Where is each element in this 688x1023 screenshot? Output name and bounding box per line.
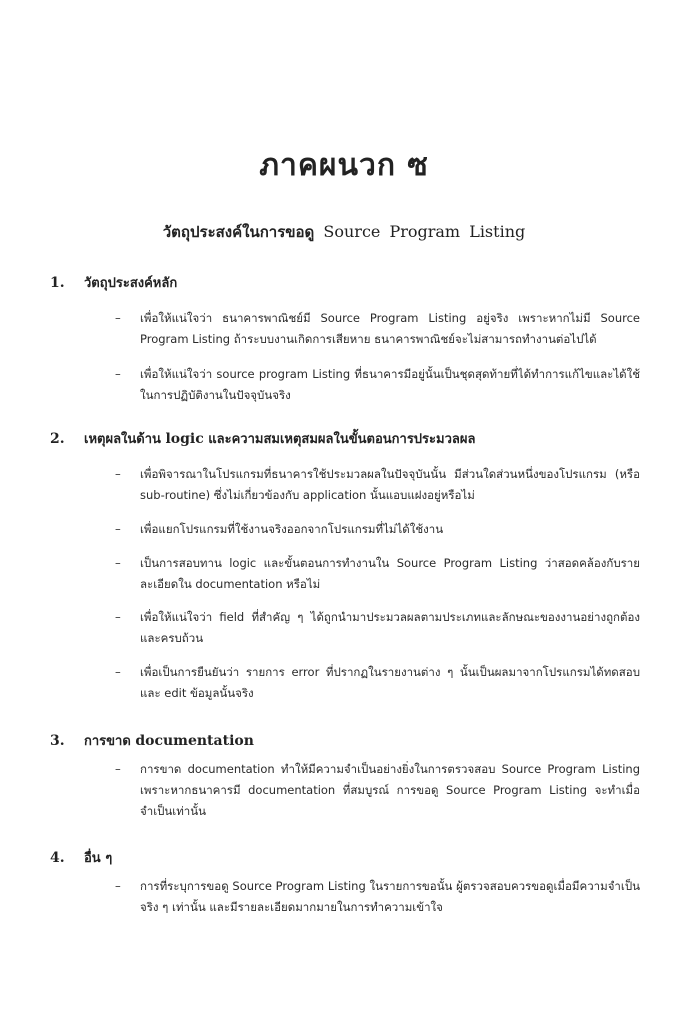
list-item-text: เพื่อให้แน่ใจว่า source program Listing ที่ธนาคารมีอยู่นั้นเป็นชุดสุดท้ายที่ได้ทำการแก้ไขและได้ใช้ในการปฏิบัติงานในปัจจุบันจริง bbox=[140, 367, 640, 402]
section-title bbox=[84, 432, 475, 447]
dash-marker: – bbox=[115, 556, 121, 570]
dash-marker: – bbox=[115, 522, 121, 536]
list-item bbox=[115, 876, 640, 918]
section-title: วัตถุประสงค์หลัก bbox=[84, 276, 178, 291]
section-title-latin: documentation bbox=[135, 733, 254, 749]
section-number: 1. bbox=[50, 275, 65, 291]
section-4-heading bbox=[50, 847, 112, 868]
list-item-text: เพื่อให้แน่ใจว่า ธนาคารพาณิชย์มี Source Program Listing อยู่จริง เพราะหากไม่มี Source Program Listing ถ้าระบบงานเกิดการเสียหาย ธนาคารพาณิชย์จะไม่สามารถทำงานต่อไปได้ bbox=[140, 311, 640, 346]
list-item-text: เพื่อแยกโปรแกรมที่ใช้งานจริงออกจากโปรแกรมที่ไม่ได้ใช้งาน bbox=[140, 522, 444, 536]
list-item-text: เป็นการสอบทาน logic และขั้นตอนการทำงานใน Source Program Listing ว่าสอดคล้องกับรายละเอียดใน documentation หรือไม่ bbox=[140, 556, 640, 591]
dash-marker: – bbox=[115, 367, 121, 381]
subtitle-thai: วัตถุประสงค์ในการขอดู bbox=[162, 223, 315, 241]
section-number: 3. bbox=[50, 733, 65, 749]
section-title bbox=[84, 734, 254, 749]
section-title-thai-start: เหตุผลในด้าน bbox=[84, 432, 161, 447]
section-title: อื่น ๆ bbox=[84, 851, 113, 866]
dash-marker: – bbox=[115, 665, 121, 679]
section-title-latin: logic bbox=[165, 431, 204, 447]
dash-marker: – bbox=[115, 610, 121, 624]
page-title: ภาคผนวก ซ bbox=[259, 148, 429, 183]
section-number: 2. bbox=[50, 431, 65, 447]
page-subtitle bbox=[0, 220, 688, 244]
list-item-text: เพื่อพิจารณาในโปรแกรมที่ธนาคารใช้ประมวลผลในปัจจุบันนั้น มีส่วนใดส่วนหนึ่งของโปรแกรม (หรือ sub-routine) ซึ่งไม่เกี่ยวข้องกับ application นั้นแอบแฝงอยู่หรือไม่ bbox=[140, 467, 640, 502]
list-item bbox=[115, 662, 640, 704]
section-2-heading bbox=[50, 428, 475, 449]
list-item bbox=[115, 519, 640, 540]
list-item bbox=[115, 364, 640, 406]
section-title-thai-end: และความสมเหตุสมผลในขั้นตอนการประมวลผล bbox=[208, 432, 476, 447]
dash-marker: – bbox=[115, 879, 121, 893]
section-title-thai: การขาด bbox=[84, 734, 131, 749]
dash-marker: – bbox=[115, 467, 121, 481]
list-item-text: การขาด documentation ทำให้มีความจำเป็นอย่างยิ่งในการตรวจสอบ Source Program Listing เพราะหากธนาคารมี documentation ที่สมบูรณ์ การขอดู Source Program Listing จะทำเมื่อจำเป็นเท่านั้น bbox=[140, 762, 640, 818]
dash-marker: – bbox=[115, 311, 121, 325]
list-item-text: เพื่อเป็นการยืนยันว่า รายการ error ที่ปรากฏในรายงานต่าง ๆ นั้นเป็นผลมาจากโปรแกรมได้ทดสอบและ edit ข้อมูลนั้นจริง bbox=[140, 665, 640, 700]
subtitle-latin: Source Program Listing bbox=[323, 222, 526, 241]
list-item bbox=[115, 553, 640, 595]
list-item bbox=[115, 464, 640, 506]
section-1-heading bbox=[50, 272, 177, 293]
section-number: 4. bbox=[50, 850, 65, 866]
list-item-text: การที่ระบุการขอดู Source Program Listing ในรายการขอนั้น ผู้ตรวจสอบควรขอดูเมื่อมีความจำเป็นจริง ๆ เท่านั้น และมีรายละเอียดมากมายในการทำความเข้าใจ bbox=[140, 879, 640, 914]
list-item bbox=[115, 759, 640, 822]
list-item-text: เพื่อให้แน่ใจว่า field ที่สำคัญ ๆ ได้ถูกนำมาประมวลผลตามประเภทและลักษณะของงานอย่างถูกต้องและครบถ้วน bbox=[140, 610, 640, 645]
section-3-heading bbox=[50, 730, 254, 751]
list-item bbox=[115, 308, 640, 350]
list-item bbox=[115, 607, 640, 649]
dash-marker: – bbox=[115, 762, 121, 776]
